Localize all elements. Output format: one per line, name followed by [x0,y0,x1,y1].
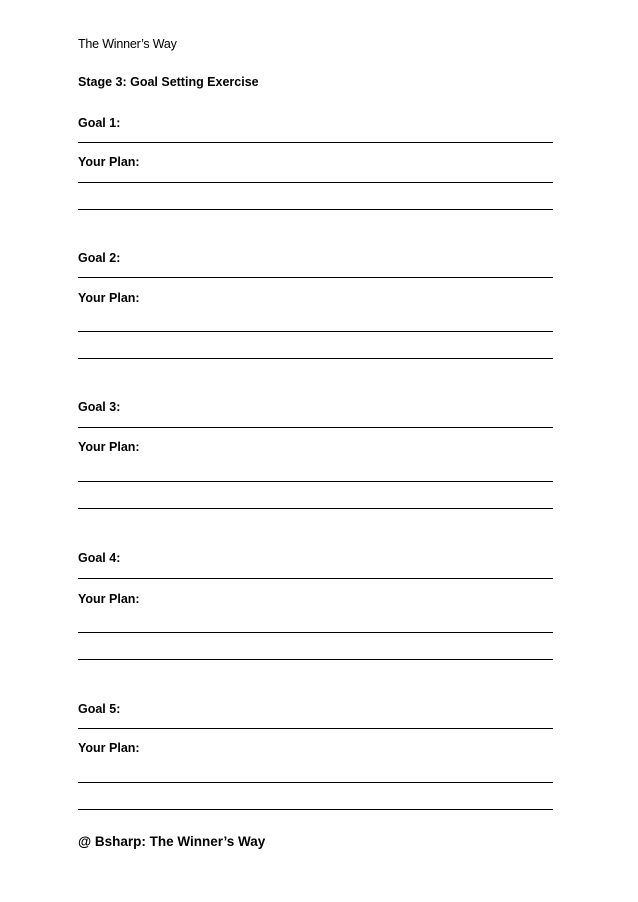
goal-1-plan-line-1[interactable] [78,182,553,183]
goal-3-label: Goal 3: [78,400,121,414]
goal-5-answer-line[interactable] [78,728,553,729]
goal-2-plan-line-1[interactable] [78,331,553,332]
goal-4-plan-label: Your Plan: [78,592,140,606]
goal-4-plan-line-1[interactable] [78,632,553,633]
goal-2-answer-line[interactable] [78,277,553,278]
goal-2-plan-line-2[interactable] [78,358,553,359]
goal-5-label: Goal 5: [78,702,121,716]
goal-4-answer-line[interactable] [78,578,553,579]
goal-5-plan-label: Your Plan: [78,741,140,755]
goal-2-plan-label: Your Plan: [78,291,140,305]
goal-3-plan-line-2[interactable] [78,508,553,509]
goal-1-plan-label: Your Plan: [78,155,140,169]
goal-5-plan-line-1[interactable] [78,782,553,783]
page-footer: @ Bsharp: The Winner’s Way [78,834,266,849]
goal-3-plan-label: Your Plan: [78,440,140,454]
goal-3-answer-line[interactable] [78,427,553,428]
running-header: The Winner’s Way [78,37,177,51]
goal-4-label: Goal 4: [78,551,121,565]
goal-1-label: Goal 1: [78,116,121,130]
goal-2-label: Goal 2: [78,251,121,265]
goal-4-plan-line-2[interactable] [78,659,553,660]
page-title: Stage 3: Goal Setting Exercise [78,75,259,89]
goal-1-answer-line[interactable] [78,142,553,143]
goal-5-plan-line-2[interactable] [78,809,553,810]
goal-1-plan-line-2[interactable] [78,209,553,210]
goal-3-plan-line-1[interactable] [78,481,553,482]
